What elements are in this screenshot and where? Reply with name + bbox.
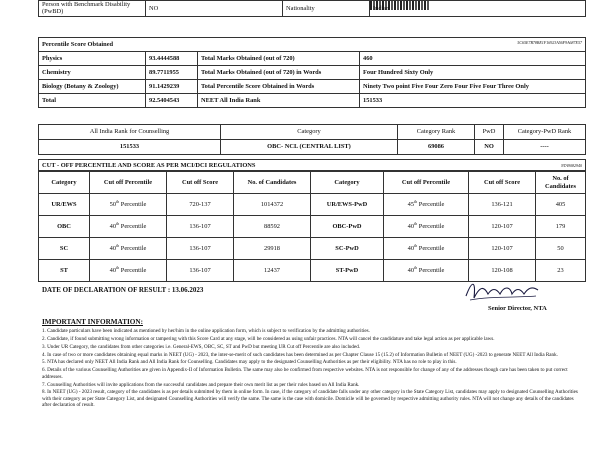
important-info-list bbox=[42, 328, 582, 408]
cutoff-category-pwd: UR/EWS-PwD bbox=[311, 194, 384, 216]
air-value: 151533 bbox=[360, 94, 586, 108]
list-item: 8. In NEET (UG) - 2023 result, category of the candidates is as per details submitted by them in online form. In case, if the category of candidate falls under any other category in the State Category List, candidates may apply to designated Counselling Authorities with their category as per State Category List, and designated Counselling Authorities will verify the same. The same is the case with domicile. Domicile will be governed by respective admitting authority rules. NTA will not change any details of the candidates after declaration of result. bbox=[42, 389, 578, 409]
list-item: 1. Candidate particulars have been indicated as mentioned by her/him in the online application form, which is subject to verification by the admitting authorities. bbox=[42, 328, 370, 334]
rank-value-air: 151533 bbox=[39, 140, 221, 155]
cutoff-score-pwd: 120-107 bbox=[469, 238, 536, 260]
declaration-date: DATE OF DECLARATION OF RESULT : 13.06.2023 bbox=[42, 286, 204, 294]
cutoff-header: Category bbox=[311, 172, 384, 194]
percentile-total: 92.5404543 bbox=[146, 94, 198, 108]
cutoff-category-pwd: SC-PwD bbox=[311, 238, 384, 260]
cutoff-category: SC bbox=[39, 238, 90, 260]
cutoff-score: 136-107 bbox=[167, 216, 234, 238]
cutoff-category: UR/EWS bbox=[39, 194, 90, 216]
cutoff-score-pwd: 120-108 bbox=[469, 260, 536, 282]
cutoff-percentile: 40th Percentile bbox=[90, 216, 167, 238]
rank-header-pwd-rank: Category-PwD Rank bbox=[504, 125, 586, 140]
table-row bbox=[39, 52, 586, 66]
percentile-score-table bbox=[38, 37, 586, 108]
cutoff-percentile: 40th Percentile bbox=[90, 260, 167, 282]
cutoff-count-pwd: 50 bbox=[536, 238, 586, 260]
cutoff-score-pwd: 136-121 bbox=[469, 194, 536, 216]
list-item: 3. Under UR Category, the candidates from other categories i.e. General-EWS, OBC, SC, ST and PwD but meeting UR Cut off Percentile are also included. bbox=[42, 343, 361, 350]
rank-value-category: OBC- NCL (CENTRAL LIST) bbox=[221, 140, 398, 155]
table-row bbox=[39, 194, 586, 216]
table-row bbox=[39, 94, 586, 108]
list-item: 5. NTA has declared only NEET All India Rank and All India Rank for Counselling. Candidates may apply to the designated Counselling Authorities as per their eligibility. NTA has no role to play in this. bbox=[42, 359, 457, 366]
cutoff-percentile-pwd: 45th Percentile bbox=[384, 194, 469, 216]
table-row bbox=[39, 66, 586, 80]
table-row bbox=[39, 140, 586, 155]
total-marks-words-value: Four Hundred Sixty Only bbox=[360, 66, 586, 80]
nationality-value: Indian bbox=[370, 1, 586, 17]
cutoff-percentile: 50th Percentile bbox=[90, 194, 167, 216]
important-information bbox=[42, 318, 582, 410]
cutoff-count-pwd: 23 bbox=[536, 260, 586, 282]
cutoff-count: 12437 bbox=[234, 260, 311, 282]
cutoff-header: No. of Candidates bbox=[536, 172, 586, 194]
cutoff-score: 136-107 bbox=[167, 260, 234, 282]
percentile-chemistry: 89.7711955 bbox=[146, 66, 198, 80]
rank-value-pwd: NO bbox=[475, 140, 504, 155]
cutoff-count-pwd: 179 bbox=[536, 216, 586, 238]
list-item: 4. In case of two or more candidates obtaining equal marks in NEET (UG) - 2023, the inter-se-merit of such candidates has been determined as per Chapter Clause 15 (15.2) of Information Bulletin of NEET (UG) -2023 to generate NEET All India Rank. bbox=[42, 351, 558, 358]
percentile-words-label: Total Percentile Score Obtained in Words bbox=[198, 80, 360, 94]
cutoff-percentile-pwd: 40th Percentile bbox=[384, 238, 469, 260]
air-label: NEET All India Rank bbox=[198, 94, 360, 108]
percentile-words-value: Ninety Two point Five Four Zero Four Five Four Three Only bbox=[360, 80, 586, 94]
score-code: 5C65E7B78BE1F16923A56F9A687E57 bbox=[517, 40, 582, 45]
list-item: 7. Counselling Authorities will invite applications from the successful candidates and prepare their own merit list as per their rules based on All India Rank. bbox=[42, 381, 360, 388]
rank-header-category-rank: Category Rank bbox=[398, 125, 475, 140]
pwbd-value: NO bbox=[146, 1, 283, 17]
cutoff-count: 29918 bbox=[234, 238, 311, 260]
table-row bbox=[39, 1, 586, 17]
cutoff-header: Cut off Score bbox=[167, 172, 234, 194]
rank-header-category: Category bbox=[221, 125, 398, 140]
cutoff-section-title: CUT - OFF PERCENTILE AND SCORE AS PER MCI/DCI REGULATIONS bbox=[42, 162, 256, 169]
rank-value-pwd-rank: ---- bbox=[504, 140, 586, 155]
cutoff-category-pwd: ST-PwD bbox=[311, 260, 384, 282]
total-marks-label: Total Marks Obtained (out of 720) bbox=[198, 52, 360, 66]
cutoff-category-pwd: OBC-PwD bbox=[311, 216, 384, 238]
subject-total: Total bbox=[39, 94, 146, 108]
candidate-details-table bbox=[38, 0, 586, 17]
cutoff-percentile-pwd: 40th Percentile bbox=[384, 216, 469, 238]
cutoff-score: 720-137 bbox=[167, 194, 234, 216]
subject-biology: Biology (Botany & Zoology) bbox=[39, 80, 146, 94]
cutoff-header: Category bbox=[39, 172, 90, 194]
subject-physics: Physics bbox=[39, 52, 146, 66]
cutoff-count: 1014372 bbox=[234, 194, 311, 216]
section-header bbox=[39, 38, 586, 52]
pwbd-label: Person with Benchmark Disability (PwBD) bbox=[39, 1, 146, 17]
percentile-biology: 91.1429239 bbox=[146, 80, 198, 94]
cutoff-count-pwd: 405 bbox=[536, 194, 586, 216]
rank-header-pwd: PwD bbox=[475, 125, 504, 140]
cutoff-header: Cut off Percentile bbox=[384, 172, 469, 194]
total-marks-value: 460 bbox=[360, 52, 586, 66]
cutoff-percentile-pwd: 40th Percentile bbox=[384, 260, 469, 282]
cutoff-table bbox=[38, 171, 586, 282]
cutoff-count: 88592 bbox=[234, 216, 311, 238]
cutoff-category: OBC bbox=[39, 216, 90, 238]
list-item: 2. Candidate, if found submitting wrong information or tampering with this Score Card at any stage, will be considered as using unfair practices. NTA will cancel the candidature and take legal action as per applicable laws. bbox=[42, 335, 495, 342]
cutoff-header: No. of Candidates bbox=[234, 172, 311, 194]
cutoff-category: ST bbox=[39, 260, 90, 282]
percentile-physics: 93.4444588 bbox=[146, 52, 198, 66]
cutoff-header: Cut off Score bbox=[469, 172, 536, 194]
rank-value-category-rank: 69086 bbox=[398, 140, 475, 155]
cutoff-percentile: 40th Percentile bbox=[90, 238, 167, 260]
table-row bbox=[39, 172, 586, 194]
important-info-title: IMPORTANT INFORMATION: bbox=[42, 318, 143, 326]
list-item: 6. Details of the various Counselling Authorities are given in Appendix-II of Information Bulletin. The same may also be confirmed from respective websites. NTA is not responsible for change of any of the addresses though care has been taken to put correct addresses. bbox=[42, 367, 568, 380]
subject-chemistry: Chemistry bbox=[39, 66, 146, 80]
cutoff-score-pwd: 120-107 bbox=[469, 216, 536, 238]
table-row bbox=[39, 80, 586, 94]
cutoff-code: NTA9082940 bbox=[560, 163, 582, 168]
signer-title: Senior Director, NTA bbox=[488, 305, 547, 312]
signature-image bbox=[462, 276, 542, 304]
table-row bbox=[39, 216, 586, 238]
cutoff-section-header bbox=[38, 159, 586, 171]
table-row bbox=[39, 125, 586, 140]
cutoff-score: 136-107 bbox=[167, 238, 234, 260]
table-row bbox=[39, 238, 586, 260]
percentile-section-title: Percentile Score Obtained bbox=[42, 40, 114, 48]
cutoff-header: Cut off Percentile bbox=[90, 172, 167, 194]
nationality-label: Nationality bbox=[283, 1, 370, 17]
total-marks-words-label: Total Marks Obtained (out of 720) in Words bbox=[198, 66, 360, 80]
rank-table bbox=[38, 124, 586, 155]
rank-header-air: All India Rank for Counselling bbox=[39, 125, 221, 140]
